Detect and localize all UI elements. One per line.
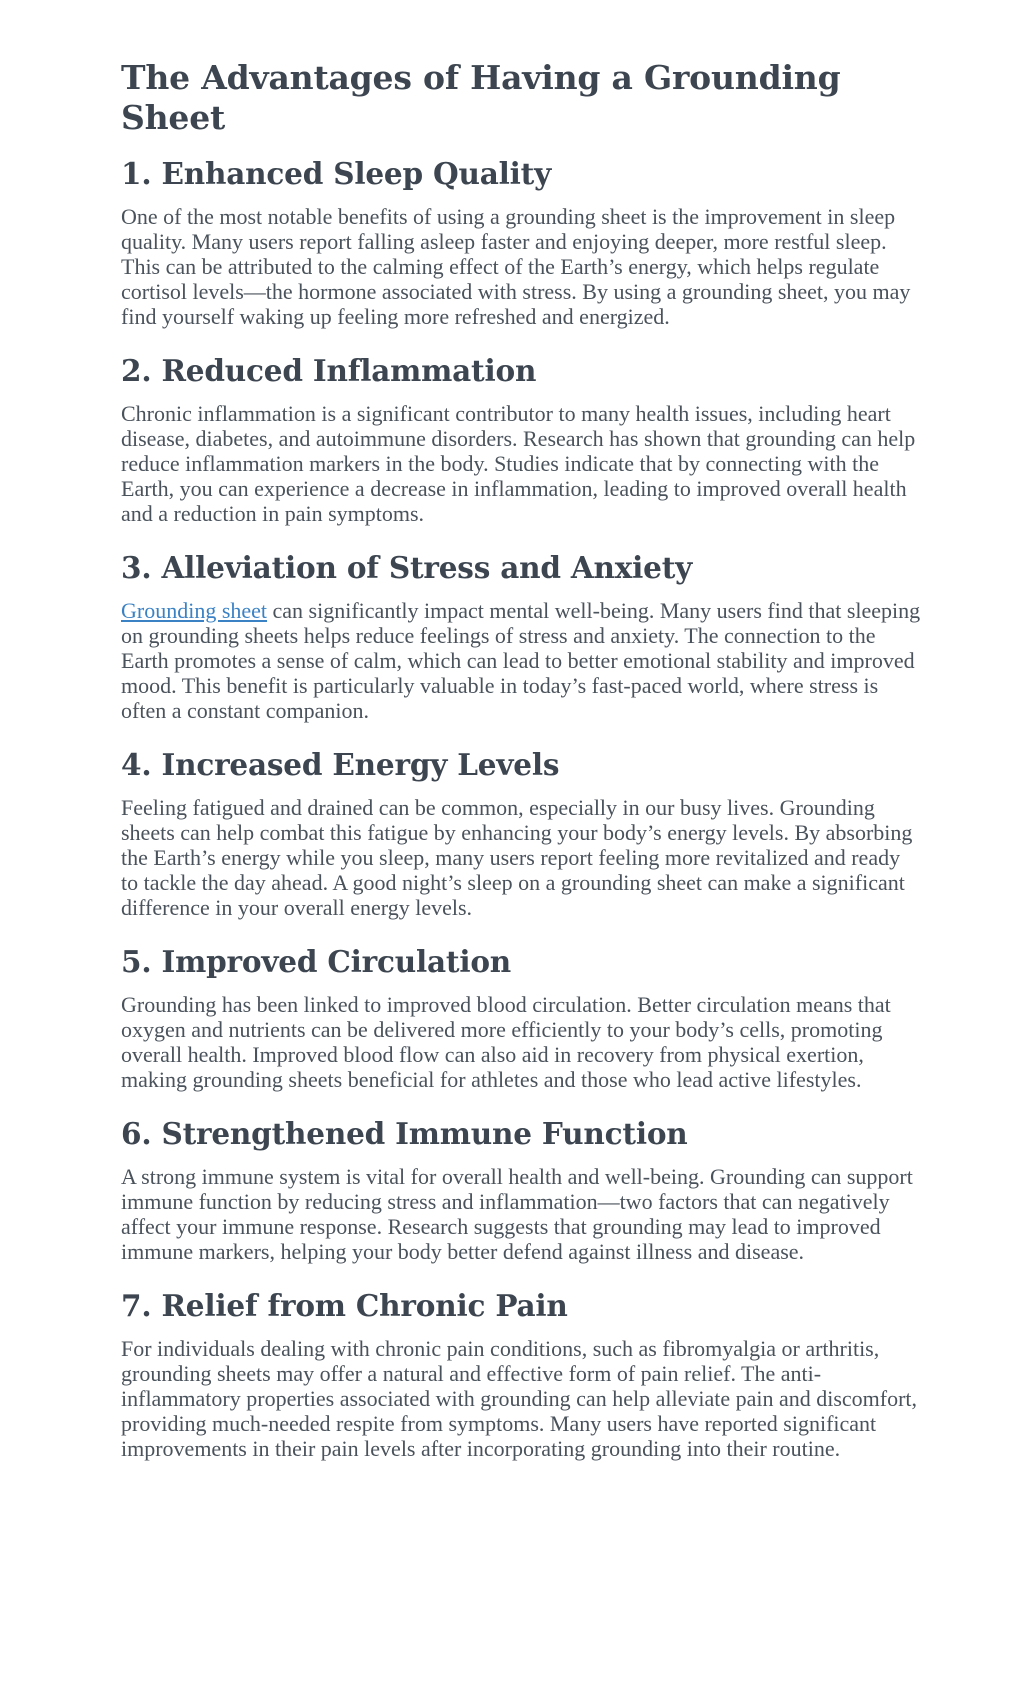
section-heading-sleep: 1. Enhanced Sleep Quality xyxy=(121,156,552,191)
section-body-immune: A strong immune system is vital for overall health and well-being. Grounding can support immune function by reducing stress and inflammation—two factors that can negatively affect your immune response. Research suggests that grounding may lead to improved immune markers, helping your body better defend against illness and disease. xyxy=(121,1164,913,1264)
section-heading-pain: 7. Relief from Chronic Pain xyxy=(121,1288,568,1323)
section-heading-immune: 6. Strengthened Immune Function xyxy=(121,1116,688,1151)
grounding-sheet-link[interactable]: Grounding sheet xyxy=(121,598,268,623)
section-body-energy: Feeling fatigued and drained can be common, especially in our busy lives. Grounding sheets can help combat this fatigue by enhancing your body’s energy levels. By absorbing the Earth’s energy while you sleep, many users report feeling more revitalized and ready to tackle the day ahead. A good night’s sleep on a grounding sheet can make a significant difference in your overall energy levels. xyxy=(121,795,913,920)
section-body-pain: For individuals dealing with chronic pain conditions, such as fibromyalgia or arthritis, grounding sheets may offer a natural and effective form of pain relief. The anti-inflammatory properties associated with grounding can help alleviate pain and discomfort, providing much-needed respite from symptoms. Many users have reported significant improvements in their pain levels after incorporating grounding into their routine. xyxy=(121,1336,918,1461)
section-body-stress xyxy=(121,598,921,723)
section-heading-circulation: 5. Improved Circulation xyxy=(121,944,512,979)
section-body-circulation: Grounding has been linked to improved blood circulation. Better circulation means that oxygen and nutrients can be delivered more efficiently to your body’s cells, promoting overall health. Improved blood flow can also aid in recovery from physical exertion, making grounding sheets beneficial for athletes and those who lead active lifestyles. xyxy=(121,992,891,1092)
page-title: The Advantages of Having a Grounding Sheet xyxy=(121,58,841,137)
section-heading-stress: 3. Alleviation of Stress and Anxiety xyxy=(121,550,693,585)
section-body-stress-text: can significantly impact mental well-being. Many users find that sleeping on grounding sheets helps reduce feelings of stress and anxiety. The connection to the Earth promotes a sense of calm, which can lead to better emotional stability and improved mood. This benefit is particularly valuable in today’s fast-paced world, where stress is often a constant companion. xyxy=(121,598,921,723)
section-heading-energy: 4. Increased Energy Levels xyxy=(121,747,560,782)
section-heading-inflammation: 2. Reduced Inflammation xyxy=(121,353,537,388)
section-body-inflammation: Chronic inflammation is a significant contributor to many health issues, including heart disease, diabetes, and autoimmune disorders. Research has shown that grounding can help reduce inflammation markers in the body. Studies indicate that by connecting with the Earth, you can experience a decrease in inflammation, leading to improved overall health and a reduction in pain symptoms. xyxy=(121,401,916,526)
section-body-sleep: One of the most notable benefits of using a grounding sheet is the improvement in sleep quality. Many users report falling asleep faster and enjoying deeper, more restful sleep. This can be attributed to the calming effect of the Earth’s energy, which helps regulate cortisol levels—the hormone associated with stress. By using a grounding sheet, you may find yourself waking up feeling more refreshed and energized. xyxy=(121,204,911,329)
article xyxy=(121,58,921,1485)
